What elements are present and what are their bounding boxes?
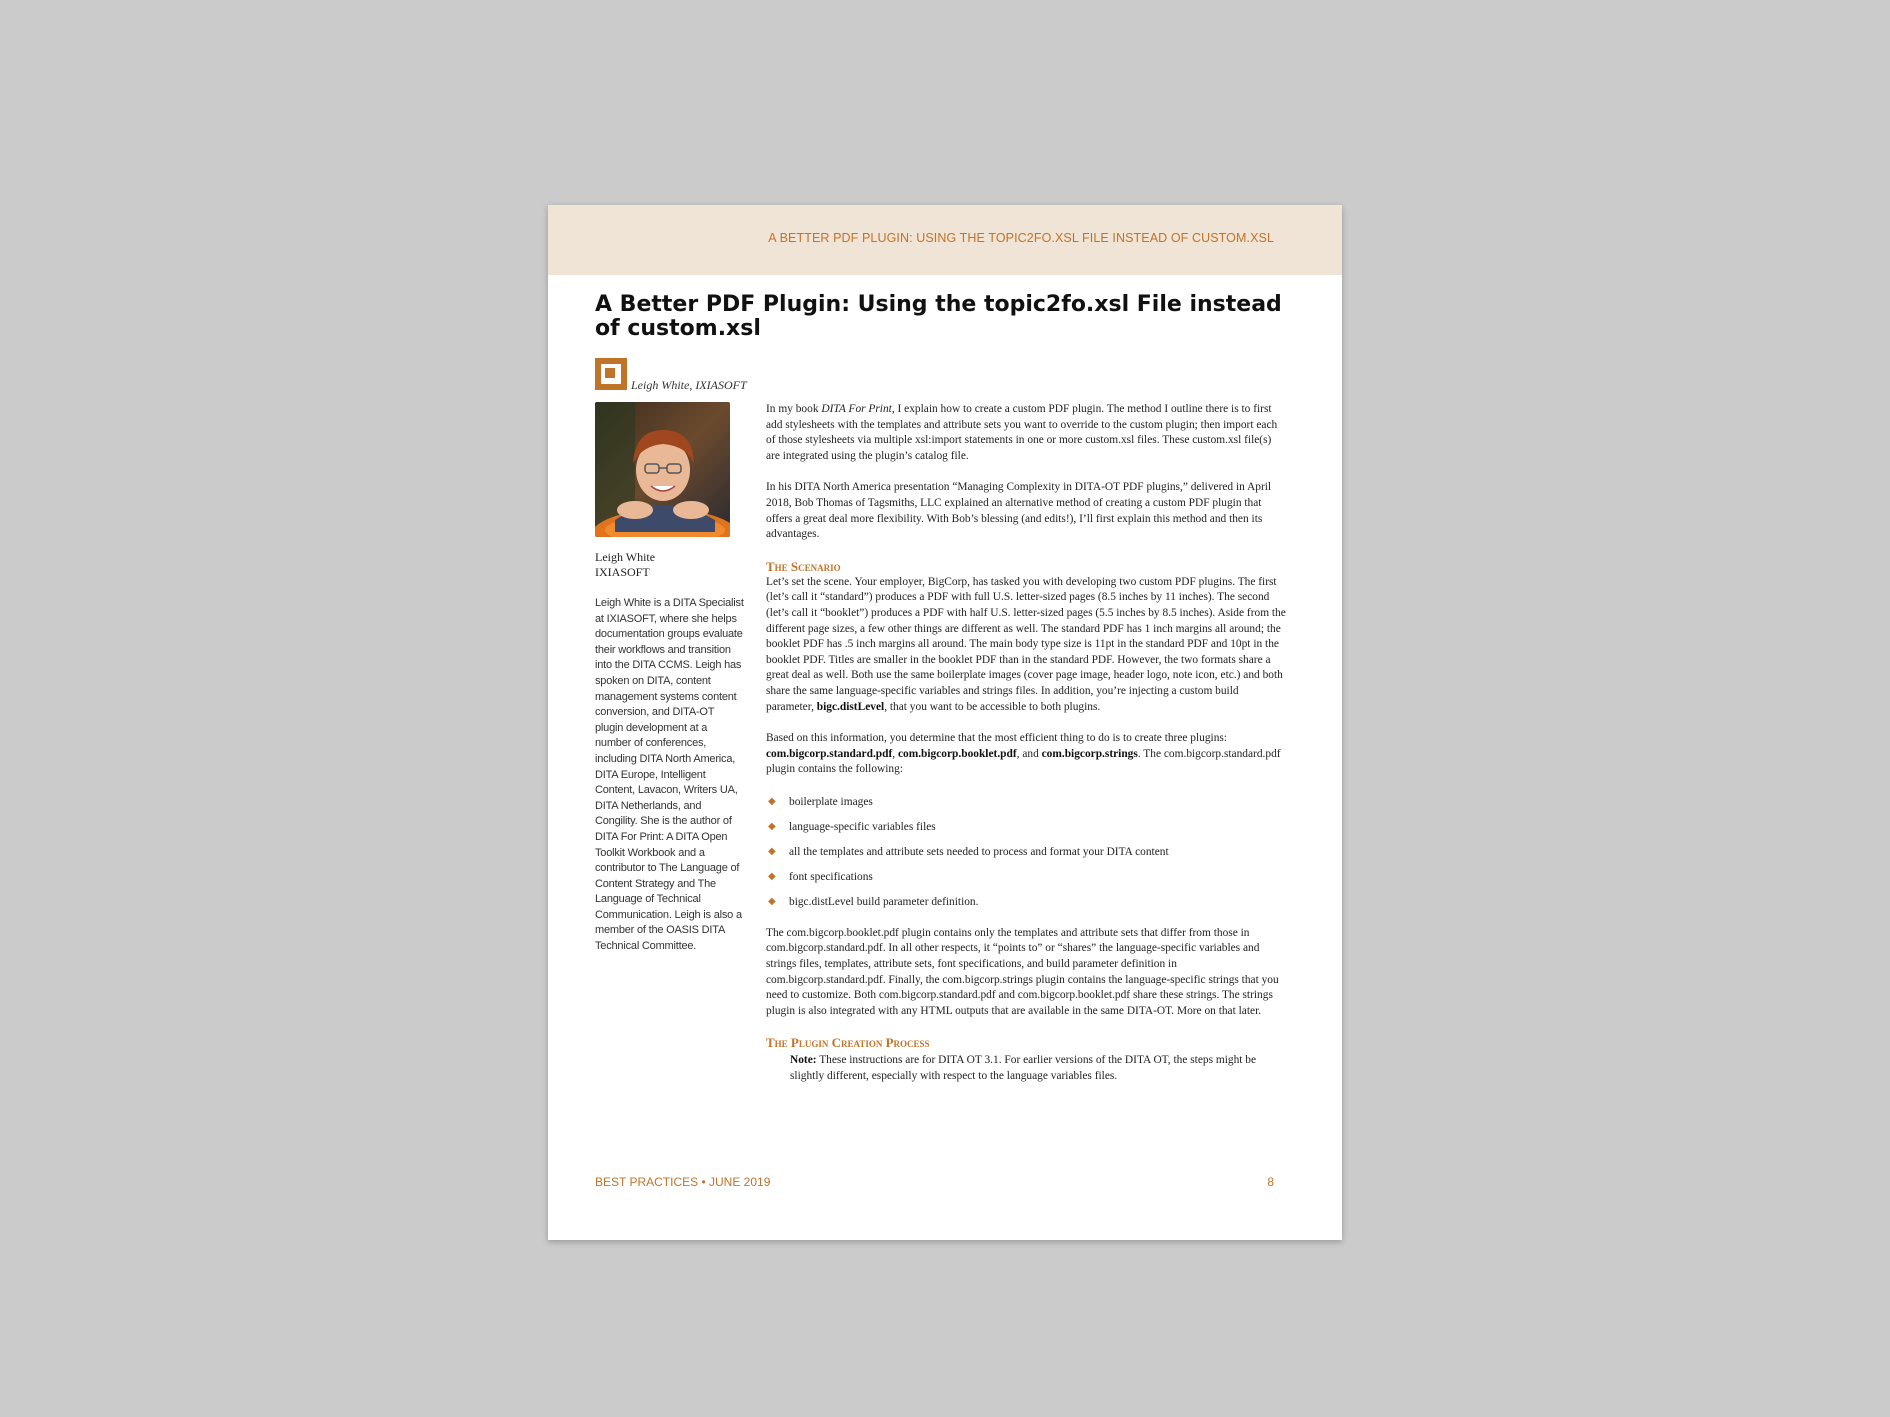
diamond-bullet-icon: ◆ xyxy=(768,795,776,807)
book-title: DITA For Print xyxy=(821,403,892,415)
author-bio: Leigh White is a DITA Specialist at IXIASOFT, where she helps documentation groups evaluate their workflows and transition into the DITA CCMS. Leigh has spoken on DITA, content management systems content conversion, and DITA-OT plugin development at a number of conferences, including DITA North America, DITA Europe, Intelligent Content, Lavacon, Writers UA, DITA Netherlands, and Congility. She is the author of DITA For Print: A DITA Open Toolkit Workbook and a contributor to The Language of Content Strategy and The Language of Technical Communication. Leigh is also a member of the OASIS DITA Technical Committee. xyxy=(595,597,744,953)
author-name: Leigh White xyxy=(595,550,656,564)
footer-publication: BEST PRACTICES • JUNE 2019 xyxy=(595,1175,771,1189)
plugin-contents-list xyxy=(766,794,1286,910)
author-photo xyxy=(595,402,730,537)
author-sidebar xyxy=(595,550,745,955)
note-label: Note: xyxy=(790,1054,817,1067)
paragraph-presentation: In his DITA North America presentation “Managing Complexity in DITA-OT PDF plugins,” delivered in April 2018, Bob Thomas of Tagsmiths, LLC explained an alternative method of creating a custom PDF plugin that offers a great deal more flexibility. With Bob’s blessing (and edits!), I’ll first explain this method and then its advantages. xyxy=(766,481,1272,541)
page-number: 8 xyxy=(1267,1175,1274,1189)
note-block xyxy=(766,1053,1286,1084)
list-item: ◆ boilerplate images xyxy=(768,795,873,808)
diamond-bullet-icon: ◆ xyxy=(768,870,776,882)
author-logo-icon xyxy=(595,358,627,390)
paragraph-booklet: The com.bigcorp.booklet.pdf plugin contains only the templates and attribute sets that differ from those in com.bigcorp.standard.pdf. In all other respects, it “points to” or “shares” the language-specific variables and strings files, templates, attribute sets, font specifications, and build parameter definition in com.bigcorp.standard.pdf. Finally, the com.bigcorp.strings plugin contains the language-specific strings that you need to customize. Both com.bigcorp.standard.pdf and com.bigcorp.booklet.pdf share these strings. The strings plugin is also integrated with any HTML outputs that are available in the same DITA-OT. More on that later. xyxy=(766,926,1279,1017)
paragraph-scenario: Let’s set the scene. Your employer, BigCorp, has tasked you with developing two custom PDF plugins. The first (let’s call it “standard”) produces a PDF with full U.S. letter-sized pages (8.5 inches by 11 inches). The second (let’s call it “booklet”) produces a PDF with half U.S. letter-sized pages (5.5 inches by 8.5 inches). Aside from the different page sizes, a few other things are different as well. The standard PDF has 1 inch margins all around; the booklet PDF has .5 inch margins all around. The main body type size is 11pt in the standard PDF and 10pt in the booklet PDF. Titles are smaller in the booklet PDF than in the standard PDF. However, the two formats share a great deal as well. Both use the same boilerplate images (cover page image, header logo, note icon, etc.) and both share the same language-specific variables and strings files. In addition, you’re injecting a custom build parameter, bigc.distLevel, that you want to be accessible to both plugins. xyxy=(766,575,1286,713)
list-item: ◆ bigc.distLevel build parameter definition. xyxy=(768,895,979,908)
list-item: ◆ font specifications xyxy=(768,870,873,883)
section-heading-plugin-creation: The Plugin Creation Process xyxy=(766,1035,930,1051)
author-organization: IXIASOFT xyxy=(595,565,650,579)
section-heading-scenario: The Scenario xyxy=(766,558,841,574)
paragraph-intro: In my book DITA For Print, I explain how to create a custom PDF plugin. The method I outline there is to first add stylesheets with the templates and attribute sets you want to override to the custom plugin; then import each of those stylesheets via multiple xsl:import statements in one or more custom.xsl files. These custom.xsl file(s) are integrated using the plugin’s catalog file. xyxy=(766,403,1278,462)
article-body xyxy=(766,402,1286,1085)
diamond-bullet-icon: ◆ xyxy=(768,845,776,857)
paragraph-plugins: Based on this information, you determine that the most efficient thing to do is to create three plugins: com.bigcorp.standard.pdf, com.bigcorp.booklet.pdf, and com.bigcorp.strings. The com.bigcorp.standard.pdf plugin contains the following: xyxy=(766,732,1281,776)
article-title: A Better PDF Plugin: Using the topic2fo.xsl File instead of custom.xsl xyxy=(595,292,1282,341)
diamond-bullet-icon: ◆ xyxy=(768,820,776,832)
running-head: A BETTER PDF PLUGIN: USING THE TOPIC2FO.XSL FILE INSTEAD OF CUSTOM.XSL xyxy=(768,231,1274,245)
build-parameter-name: bigc.distLevel xyxy=(816,700,885,713)
list-item: ◆ all the templates and attribute sets needed to process and format your DITA content xyxy=(768,845,1169,858)
list-item: ◆ language-specific variables files xyxy=(768,820,936,833)
note-text: These instructions are for DITA OT 3.1. For earlier versions of the DITA OT, the steps might be slightly different, especially with respect to the language variables files. xyxy=(790,1054,1257,1083)
document-page xyxy=(548,205,1342,1240)
byline: Leigh White, IXIASOFT xyxy=(631,378,747,392)
diamond-bullet-icon: ◆ xyxy=(768,895,776,907)
header-band xyxy=(548,205,1342,275)
